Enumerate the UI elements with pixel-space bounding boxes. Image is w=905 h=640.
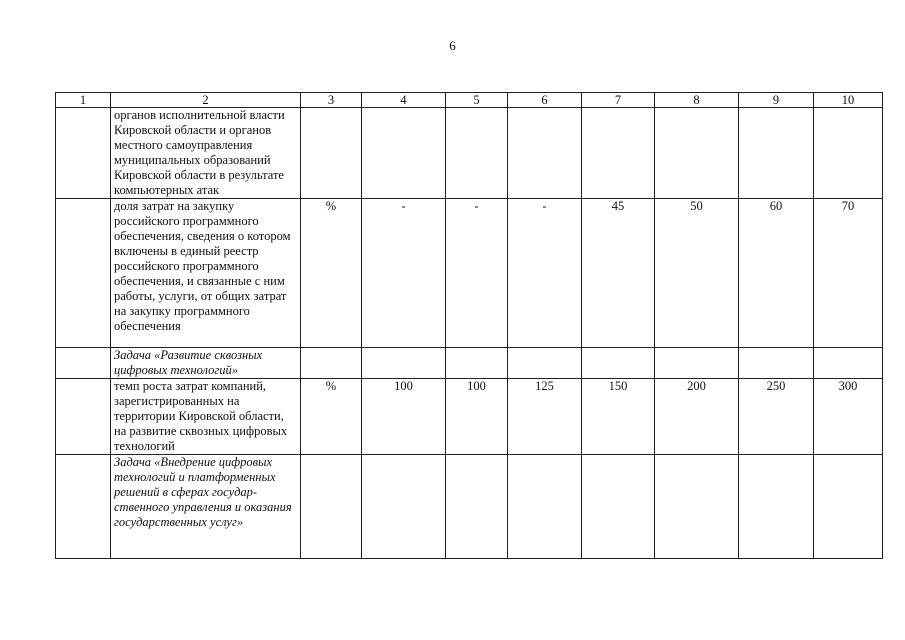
value-cell bbox=[362, 455, 446, 559]
indicator-text-cell: органов исполнительной власти Кировской области и органов местного самоуправления муниципальных образований Кировской области в результате компьютерных атак bbox=[111, 108, 301, 199]
value-cell bbox=[446, 108, 508, 199]
value-cell: - bbox=[446, 199, 508, 348]
row-number-cell bbox=[56, 108, 111, 199]
header-cell: 7 bbox=[582, 93, 655, 108]
value-cell bbox=[362, 348, 446, 379]
value-cell bbox=[508, 108, 582, 199]
value-cell: 150 bbox=[582, 379, 655, 455]
value-cell: 100 bbox=[362, 379, 446, 455]
value-cell bbox=[739, 348, 814, 379]
header-cell: 5 bbox=[446, 93, 508, 108]
value-cell: 125 bbox=[508, 379, 582, 455]
header-cell: 3 bbox=[301, 93, 362, 108]
value-cell bbox=[508, 348, 582, 379]
row-number-cell bbox=[56, 455, 111, 559]
indicator-text-cell: темп роста затрат компаний, зарегистрированных на территории Кировской области, на развитие сквозных цифровых технологий bbox=[111, 379, 301, 455]
value-cell bbox=[739, 108, 814, 199]
value-cell bbox=[655, 455, 739, 559]
value-cell: 45 bbox=[582, 199, 655, 348]
value-cell: - bbox=[362, 199, 446, 348]
header-cell: 1 bbox=[56, 93, 111, 108]
table-row bbox=[56, 108, 883, 199]
value-cell bbox=[655, 348, 739, 379]
value-cell bbox=[739, 455, 814, 559]
unit-cell bbox=[301, 108, 362, 199]
header-cell: 2 bbox=[111, 93, 301, 108]
header-cell: 4 bbox=[362, 93, 446, 108]
page-number: 6 bbox=[449, 38, 456, 53]
unit-cell bbox=[301, 348, 362, 379]
value-cell: 300 bbox=[814, 379, 883, 455]
value-cell: 250 bbox=[739, 379, 814, 455]
header-cell: 10 bbox=[814, 93, 883, 108]
value-cell bbox=[814, 348, 883, 379]
value-cell: 200 bbox=[655, 379, 739, 455]
table-row bbox=[56, 455, 883, 559]
row-number-cell bbox=[56, 199, 111, 348]
value-cell bbox=[362, 108, 446, 199]
value-cell bbox=[446, 348, 508, 379]
value-cell bbox=[508, 455, 582, 559]
row-number-cell bbox=[56, 379, 111, 455]
table-row bbox=[56, 348, 883, 379]
value-cell bbox=[582, 348, 655, 379]
table-row bbox=[56, 199, 883, 348]
value-cell bbox=[814, 455, 883, 559]
value-cell bbox=[655, 108, 739, 199]
task-heading-cell: Задача «Внедрение цифровых технологий и платформенных решений в сферах государ- ственного управления и оказания государственных услуг» bbox=[111, 455, 301, 559]
header-cell: 8 bbox=[655, 93, 739, 108]
value-cell bbox=[814, 108, 883, 199]
table-row bbox=[56, 379, 883, 455]
header-cell: 6 bbox=[508, 93, 582, 108]
header-cell: 9 bbox=[739, 93, 814, 108]
value-cell bbox=[446, 455, 508, 559]
unit-cell: % bbox=[301, 199, 362, 348]
value-cell: 60 bbox=[739, 199, 814, 348]
task-heading-cell: Задача «Развитие сквозных цифровых технологий» bbox=[111, 348, 301, 379]
indicators-table bbox=[55, 92, 883, 559]
value-cell: 50 bbox=[655, 199, 739, 348]
row-number-cell bbox=[56, 348, 111, 379]
unit-cell bbox=[301, 455, 362, 559]
header-row bbox=[56, 93, 883, 108]
indicator-text-cell: доля затрат на закупку российского программного обеспечения, сведения о котором включены в единый реестр российского программного обеспечения, и связанные с ним работы, услуги, от общих затрат на закупку программного обеспечения bbox=[111, 199, 301, 348]
value-cell: - bbox=[508, 199, 582, 348]
value-cell bbox=[582, 108, 655, 199]
value-cell: 70 bbox=[814, 199, 883, 348]
unit-cell: % bbox=[301, 379, 362, 455]
value-cell bbox=[582, 455, 655, 559]
value-cell: 100 bbox=[446, 379, 508, 455]
